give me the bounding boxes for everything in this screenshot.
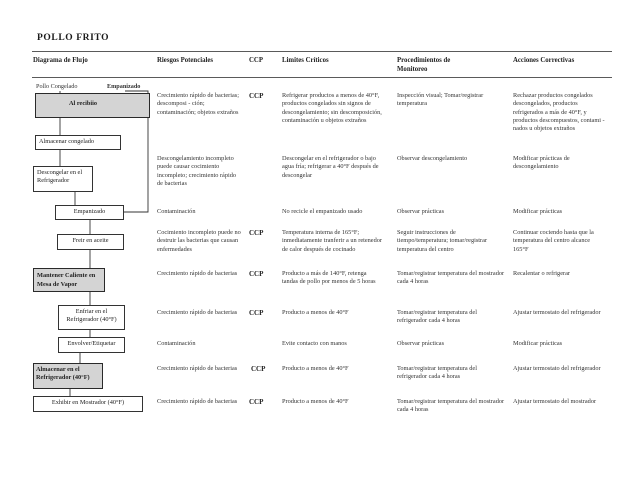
row-1-ccp: CCP [249,92,264,100]
flow-step-wrap-label: Envolver/Etiquetar [58,337,125,353]
row-7-actions: Modificar prácticas [513,340,563,347]
row-6-monitoring: Tomar/registrar temperatura del refrigerador cada 4 horas [397,309,477,325]
row-6-actions: Ajustar termostato del refrigerador [513,309,601,316]
row-8-limits: Producto a menos de 40°F [282,365,349,372]
row-8-ccp: CCP [251,365,266,373]
row-9-actions: Ajustar termostato del mostrador [513,398,597,405]
row-8-monitoring: Tomar/registrar temperatura del refrigerador cada 4 horas [397,365,477,381]
row-6-ccp: CCP [249,309,264,317]
flow-step-hot-holding: Mantener Caliente en Mesa de Vapor [33,268,105,292]
flow-step-frozen-storage: Almacenar congelado [35,135,121,150]
flow-step-cooling: Enfriar en el Refrigerador (40°F) [58,305,125,330]
row-9-hazard: Crecimiento rápido de bacterias [157,398,238,405]
row-2-hazard: Descongelamiento incompleto puede causar cocimiento incompleto; crecimiento rápido de bacterias [157,155,237,187]
row-4-ccp: CCP [249,229,264,237]
row-5-limits: Producto a más de 140°F, retenga tandas de pollo por menos de 5 horas [282,270,376,286]
flow-step-display: Exhibir en Mostrador (40°F) [33,396,143,412]
row-9-monitoring: Tomar/registrar temperatura del mostrador cada 4 horas [397,398,505,414]
row-7-limits: Evite contacto con manos [282,340,347,347]
row-3-limits: No recicle el empanizado usado [282,208,363,215]
row-3-hazard: Contaminación [157,208,196,215]
row-1-limits: Refrigerar productos a menos de 40°F, productos congelados sin signos de descongelamiento; sin descomposición, contaminación u objetos extraños [282,92,382,124]
row-1-hazard: Crecimiento rápido de bacterias; descomposi - ción; contaminación; objetos extraños [157,92,240,116]
row-4-hazard: Cocimiento incompleto puede no destruir las bacterias que causan enfermedades [157,229,241,253]
row-5-hazard: Crecimiento rápido de bacterias [157,270,238,277]
row-1-monitoring: Inspección visual; Tomar/registrar temperatura [397,92,484,108]
flow-step-thaw: Descongelar en el Refrigerador [33,166,93,192]
row-7-monitoring: Observar prácticas [397,340,445,347]
row-5-actions: Recalentar o refrigerar [513,270,570,277]
row-2-monitoring: Observar descongelamiento [397,155,468,162]
row-4-limits: Temperatura interna de 165°F; inmediatamente tranferir a un retenedor de calor después de cocinado [282,229,382,253]
header-monitoring-procedures: Procedimientos de Monitoreo [397,57,451,73]
header-ccp: CCP [249,57,263,64]
flow-step-cold-storage: Almacenar en el Refrigerador (40°F) [33,363,103,389]
header-critical-limits: Limites Críticos [282,57,329,64]
row-4-actions: Continuar cociendo hasta que la temperatura del centro alcance 165°F [513,229,594,253]
row-5-ccp: CCP [249,270,264,278]
row-7-hazard: Contaminación [157,340,196,347]
row-3-monitoring: Observar prácticas [397,208,445,215]
row-4-monitoring: Seguir instrucciones de tiempo/temperatura; tomar/registrar temperatura del centro [397,229,488,253]
row-2-actions: Modificar prácticas de descongelamiento [513,155,570,171]
header-flow-diagram: Diagrama de Flujo [33,57,88,64]
header-corrective-actions: Acciones Correctivas [513,57,575,64]
row-2-limits: Descongelar en el refrigerador o bajo agua fría; refrigerar a 40°F después de descongelar [282,155,379,179]
row-9-limits: Producto a menos de 40°F [282,398,349,405]
row-8-hazard: Crecimiento rápido de bacterias [157,365,238,372]
row-6-hazard: Crecimiento rápido de bacterias [157,309,238,316]
flow-input-frozen-chicken: Pollo Congelado [36,83,78,90]
row-1-actions: Rechazar productos congelados descongelados, productos refrigerados a más de 40°F, y productos descompuestos, contami - nados u objetos extraños [513,92,605,133]
flow-input-breading: Empanizado [107,83,141,90]
header-potential-hazards: Riesgos Potenciales [157,57,214,64]
flow-step-frying: Freir en aceite [57,234,124,250]
flow-step-breading: Empanizado [55,205,124,220]
row-8-actions: Ajustar termostato del refrigerador [513,365,601,372]
row-9-ccp: CCP [249,398,264,406]
row-5-monitoring: Tomar/registrar temperatura del mostrador cada 4 horas [397,270,505,286]
row-3-actions: Modificar prácticas [513,208,563,215]
row-6-limits: Producto a menos de 40°F [282,309,349,316]
flow-step-receiving: Al recibiio [35,93,150,118]
document-title: POLLO FRITO [37,33,110,43]
